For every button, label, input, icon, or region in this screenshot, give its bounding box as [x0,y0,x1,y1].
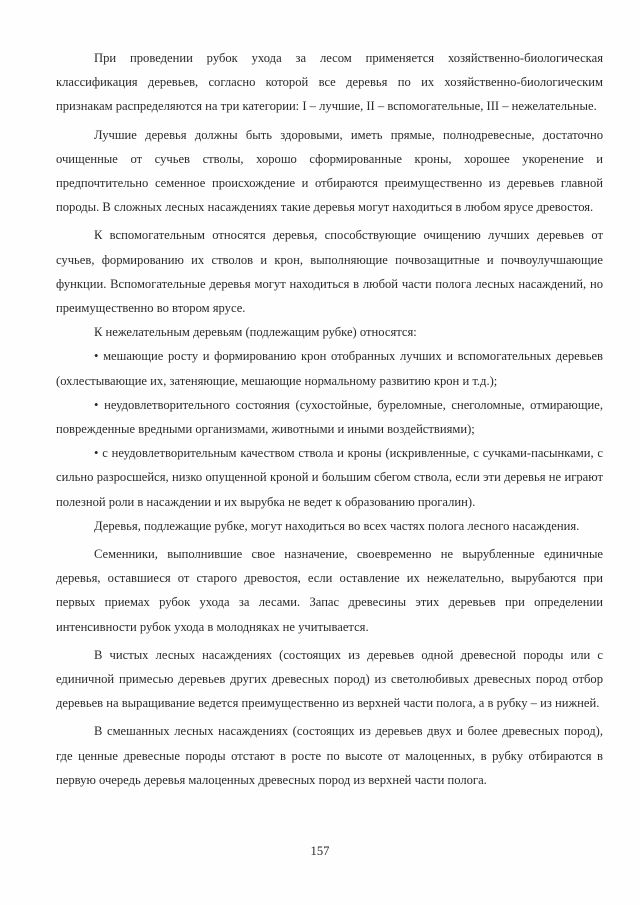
bullet-text: неудовлетворительного состояния (сухостойные, буреломные, снеголомные, отмирающие, поврежденные вредными организмами, животными и иными воздействиями); [56,397,603,437]
bullet-icon: • [94,397,99,412]
paragraph-all-canopy-parts: Деревья, подлежащие рубке, могут находиться во всех частях полога лесного насаждения. [94,518,580,533]
bullet-icon: • [94,446,99,461]
paragraph-auxiliary-trees: К вспомогательным относятся деревья, способствующие очищению лучших деревьев от сучьев, формированию их стволов и крон, выполняющие почвозащитные и почвоулучшающие функции. Вспомогательные деревья могут находиться в любой части полога лесных насаждений, но преимущественно во втором ярусе. [56,228,603,316]
paragraph-pure-stands: В чистых лесных насаждениях (состоящих из деревьев одной древесной породы или с единичной примесью деревьев других древесных пород) из светолюбивых древесных пород отбор деревьев на выращивание ведется преимущественно из верхней части полога, а в рубку – из нижней. [56,647,603,711]
bullet-icon: • [94,349,99,364]
paragraph-seed-trees: Семенники, выполнившие свое назначение, своевременно не вырубленные единичные деревья, оставшиеся от старого древостоя, если оставление их нежелательно, вырубаются при первых приемах рубок ухода за лесами. Запас древесины этих деревьев при определении интенсивности рубок ухода в молодняках не учитывается. [56,547,603,634]
body-text [56,46,603,792]
bullet-item-poor-quality [56,441,603,514]
paragraph-mixed-stands: В смешанных лесных насаждениях (состоящих из деревьев двух и более древесных пород), где ценные древесные породы отстают в росте по высоте от малоценных, в рубку отбираются в первую очередь деревья малоценных древесных пород из верхней части полога. [56,724,603,787]
bullet-text: мешающие росту и формированию крон отобранных лучших и вспомогательных деревьев (охлестывающие их, затеняющие, мешающие нормальному развитию крон и т.д.); [56,349,603,388]
paragraph-undesirable-intro: К нежелательным деревьям (подлежащим рубке) относятся: [94,325,417,340]
paragraph-best-trees: Лучшие деревья должны быть здоровыми, иметь прямые, полнодревесные, достаточно очищенные от сучьев стволы, хорошо сформированные кроны, хорошее укоренение и предпочтительно семенное происхождение и отбираются преимущественно из деревьев главной породы. В сложных лесных насаждениях такие деревья могут находиться в любом ярусе древостоя. [56,127,603,215]
bullet-text: с неудовлетворительным качеством ствола и кроны (искривленные, с сучками-пасынками, с сильно разросшейся, низко опущенной кроной и большим сбегом ствола, если эти деревья не играют полезной роли в насаждении и их вырубка не ведет к образованию прогалин). [56,446,603,509]
bullet-item-poor-condition [56,393,603,441]
paragraph-classification: При проведении рубок ухода за лесом применяется хозяйственно-биологическая классификация деревьев, согласно которой все деревья по их хозяйственно-биологическим признакам распределяются на три категории: I – лучшие, II – вспомогательные, III – нежелательные. [56,51,603,114]
page-number: 157 [310,844,330,858]
bullet-item-interfering [56,344,603,392]
